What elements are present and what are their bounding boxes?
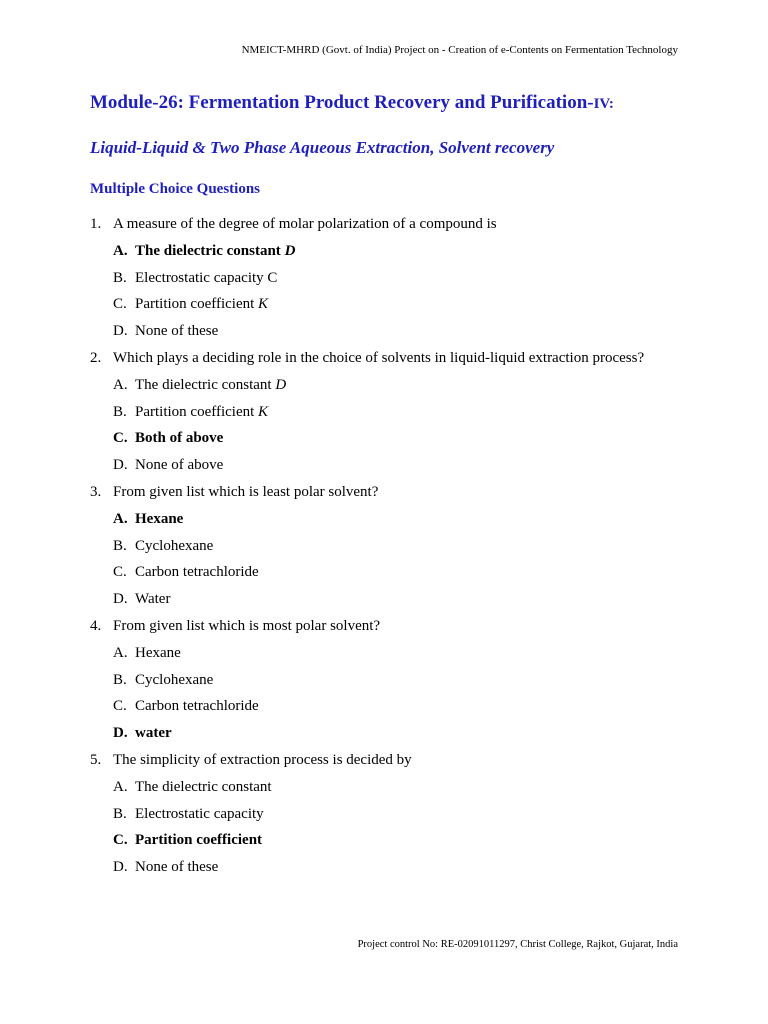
option-symbol: K	[258, 403, 269, 420]
option-label: Carbon tetrachloride	[135, 564, 259, 581]
option-4-c	[90, 693, 690, 720]
option-letter: B.	[113, 269, 127, 286]
option-text	[135, 774, 272, 801]
option-letter: C.	[113, 564, 127, 581]
option-5-d	[90, 854, 690, 881]
option-1-b	[90, 265, 690, 292]
option-2-a	[90, 372, 690, 399]
page-footer: Project control No: RE-02091011297, Christ College, Rajkot, Gujarat, India	[357, 939, 678, 950]
option-text	[135, 667, 213, 694]
question-5	[90, 747, 690, 774]
option-2-b	[90, 399, 690, 426]
question-text: A measure of the degree of molar polarization of a compound is	[113, 216, 497, 232]
option-label: Hexane	[135, 644, 181, 661]
question-number: 5.	[90, 751, 102, 768]
option-letter: C.	[113, 430, 128, 447]
question-number: 3.	[90, 483, 102, 500]
option-text	[135, 372, 286, 399]
option-symbol: K	[258, 296, 269, 313]
question-2	[90, 345, 690, 372]
option-letter: A.	[113, 242, 128, 259]
option-text	[135, 827, 262, 854]
question-list	[90, 211, 690, 881]
option-letter: A.	[113, 376, 128, 393]
question-3	[90, 479, 690, 506]
option-text	[135, 265, 277, 292]
option-label: None of above	[135, 457, 224, 474]
option-3-d	[90, 586, 690, 613]
question-number: 2.	[90, 349, 102, 366]
option-text	[135, 318, 218, 345]
option-symbol: D	[284, 242, 296, 259]
option-label: Partition coefficient	[135, 296, 259, 313]
option-label: Electrostatic capacity C	[135, 269, 278, 286]
option-text	[135, 801, 264, 828]
option-1-c	[90, 291, 690, 318]
option-5-b	[90, 801, 690, 828]
option-label: Electrostatic capacity	[135, 805, 264, 822]
option-2-d	[90, 452, 690, 479]
option-letter: D.	[113, 457, 128, 474]
option-text	[135, 506, 183, 533]
option-text	[135, 559, 259, 586]
option-label: The dielectric constant	[135, 778, 272, 795]
option-3-c	[90, 559, 690, 586]
option-5-a	[90, 774, 690, 801]
option-label: Cyclohexane	[135, 671, 214, 688]
option-label: Partition coefficient	[135, 832, 263, 849]
section-heading: Multiple Choice Questions	[90, 181, 261, 197]
module-title	[90, 92, 614, 114]
option-text	[135, 720, 172, 747]
option-letter: B.	[113, 805, 127, 822]
question-1	[90, 211, 690, 238]
option-label: None of these	[135, 323, 219, 340]
option-label: Water	[135, 591, 171, 608]
option-label: Both of above	[135, 430, 224, 447]
option-4-b	[90, 667, 690, 694]
option-letter: D.	[113, 323, 128, 340]
option-3-a-correct	[90, 506, 690, 533]
option-label: The dielectric constant	[135, 242, 285, 259]
option-letter: D.	[113, 591, 128, 608]
question-text: The simplicity of extraction process is decided by	[113, 751, 412, 768]
option-letter: D.	[113, 859, 128, 876]
option-text	[135, 586, 170, 613]
option-label: Hexane	[135, 510, 184, 527]
option-letter: B.	[113, 403, 127, 420]
option-2-c-correct	[90, 425, 690, 452]
option-text	[135, 693, 259, 720]
module-subtitle: Liquid-Liquid & Two Phase Aqueous Extraction, Solvent recovery	[90, 138, 555, 157]
option-letter: B.	[113, 671, 127, 688]
option-3-b	[90, 533, 690, 560]
option-4-d-correct	[90, 720, 690, 747]
option-5-c-correct	[90, 827, 690, 854]
question-number: 4.	[90, 617, 102, 634]
option-text	[135, 399, 268, 426]
question-text: From given list which is least polar solvent?	[113, 483, 379, 500]
option-letter: A.	[113, 778, 128, 795]
option-letter: C.	[113, 698, 127, 715]
option-text	[135, 452, 223, 479]
option-label: water	[135, 725, 172, 742]
option-label: None of these	[135, 859, 219, 876]
option-text	[135, 854, 218, 881]
question-text: Which plays a deciding role in the choice of solvents in liquid-liquid extraction process?	[113, 349, 645, 366]
option-4-a	[90, 640, 690, 667]
option-letter: C.	[113, 296, 127, 313]
option-text	[135, 291, 268, 318]
question-number: 1.	[90, 216, 102, 232]
option-symbol: D	[275, 376, 287, 393]
option-letter: A.	[113, 510, 128, 527]
module-title-roman: IV:	[593, 96, 614, 112]
option-label: Carbon tetrachloride	[135, 698, 259, 715]
option-1-a-correct	[90, 238, 690, 265]
option-text	[135, 425, 223, 452]
option-label: The dielectric constant	[135, 376, 276, 393]
question-4	[90, 613, 690, 640]
option-text	[135, 238, 295, 265]
option-label: Partition coefficient	[135, 403, 259, 420]
option-label: Cyclohexane	[135, 537, 214, 554]
option-text	[135, 640, 181, 667]
option-letter: D.	[113, 725, 128, 742]
option-1-d	[90, 318, 690, 345]
option-letter: B.	[113, 537, 127, 554]
page-header: NMEICT-MHRD (Govt. of India) Project on - Creation of e-Contents on Fermentation Technology	[241, 44, 678, 56]
option-text	[135, 533, 213, 560]
option-letter: C.	[113, 832, 128, 849]
module-title-text: Module-26: Fermentation Product Recovery and Purification-	[90, 92, 594, 113]
option-letter: A.	[113, 644, 128, 661]
question-text: From given list which is most polar solvent?	[113, 617, 381, 634]
